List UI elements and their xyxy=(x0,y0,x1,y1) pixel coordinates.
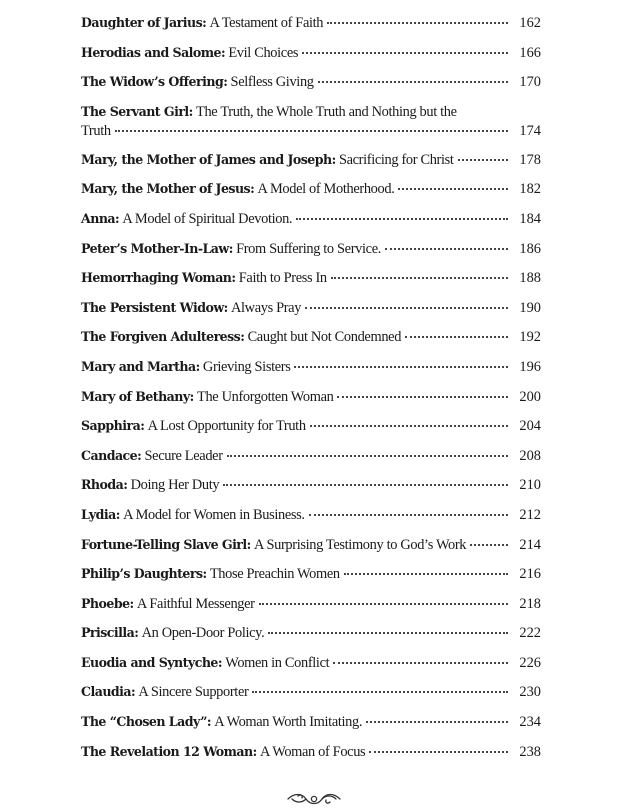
toc-entry[interactable] xyxy=(81,624,541,654)
toc-entry-subtitle: The Truth, the Whole Truth and Nothing but the xyxy=(196,103,457,120)
toc-entry-page: 204 xyxy=(519,418,541,435)
dot-leader xyxy=(344,569,508,575)
toc-entry-page: 186 xyxy=(519,240,541,257)
toc-entry-subtitle: Faith to Press In xyxy=(238,270,327,287)
toc-entry-name: Fortune-Telling Slave Girl: xyxy=(81,536,251,552)
toc-entry-page: 216 xyxy=(519,566,541,583)
dot-leader xyxy=(369,747,508,753)
toc-entry-page: 188 xyxy=(519,270,541,287)
toc-entry[interactable] xyxy=(81,210,541,240)
toc-entry-subtitle: Sacrificing for Christ xyxy=(338,151,454,168)
toc-entry-subtitle: A Sincere Supporter xyxy=(138,684,249,701)
toc-entry-subtitle: A Faithful Messenger xyxy=(136,595,255,612)
toc-entry[interactable] xyxy=(81,328,541,358)
toc-entry-name: The Forgiven Adulteress: xyxy=(81,329,245,345)
toc-entry-page: 162 xyxy=(519,15,541,31)
toc-entry-subtitle: A Lost Opportunity for Truth xyxy=(147,418,306,435)
toc-entry-name: The Revelation 12 Woman: xyxy=(81,743,257,759)
toc-entry[interactable] xyxy=(81,565,541,595)
dot-leader xyxy=(310,421,508,427)
toc-entry[interactable] xyxy=(81,506,541,536)
toc-entry[interactable] xyxy=(81,388,541,418)
dot-leader xyxy=(223,480,508,486)
toc-entry-name: Sapphira: xyxy=(81,418,145,434)
dot-leader xyxy=(405,332,508,338)
toc-entry-subtitle: Evil Choices xyxy=(228,44,299,61)
toc-entry-name: Philip’s Daughters: xyxy=(81,566,207,582)
toc-entry-name: Mary, the Mother of Jesus: xyxy=(81,181,255,197)
flourish-ornament-icon xyxy=(286,790,342,808)
toc-entry-page: 208 xyxy=(519,447,541,464)
toc-entry-subtitle: Those Preachin Women xyxy=(209,566,340,583)
toc-entry-name: Candace: xyxy=(81,447,142,463)
toc-entry-name: The Servant Girl: xyxy=(81,103,193,119)
toc-entry[interactable] xyxy=(81,358,541,388)
dot-leader xyxy=(331,273,508,279)
toc-entry-page: 200 xyxy=(519,388,541,405)
toc-entry-page: 196 xyxy=(519,358,541,375)
dot-leader xyxy=(252,687,508,693)
toc-entry-name: Herodias and Salome: xyxy=(81,44,226,60)
dot-leader xyxy=(398,184,508,190)
dot-leader xyxy=(294,362,508,368)
toc-entry[interactable] xyxy=(81,743,541,773)
toc-entry-name: Phoebe: xyxy=(81,595,134,611)
toc-entry-page: 214 xyxy=(519,536,541,553)
toc-entry-name: Mary of Bethany: xyxy=(81,388,194,404)
toc-entry[interactable] xyxy=(81,595,541,625)
dot-leader xyxy=(259,599,508,605)
toc-entry-subtitle: A Woman of Focus xyxy=(260,743,366,760)
dot-leader xyxy=(227,451,508,457)
toc-entry-name: The Persistent Widow: xyxy=(81,299,228,315)
toc-entry-page: 212 xyxy=(519,506,541,523)
dot-leader xyxy=(309,510,508,516)
toc-entry[interactable] xyxy=(81,73,541,103)
toc-entry-page: 182 xyxy=(519,181,541,198)
toc-entry-line-1 xyxy=(81,103,541,122)
dot-leader xyxy=(296,214,508,220)
toc-entry-subtitle: A Model for Women in Business. xyxy=(123,506,305,523)
toc-entry-name: Mary and Martha: xyxy=(81,358,200,374)
toc-entry-subtitle: The Unforgotten Woman xyxy=(197,388,334,405)
toc-entry-page: 234 xyxy=(519,714,541,731)
toc-entry-subtitle: Doing Her Duty xyxy=(130,477,220,494)
toc-entry[interactable] xyxy=(81,269,541,299)
dot-leader xyxy=(366,717,508,723)
toc-entry-page: 218 xyxy=(519,595,541,612)
dot-leader xyxy=(318,77,508,83)
toc-entry[interactable] xyxy=(81,180,541,210)
toc-entry-page: 238 xyxy=(519,743,541,760)
toc-entry-page: 226 xyxy=(519,654,541,671)
dot-leader xyxy=(385,244,508,250)
toc-entry[interactable] xyxy=(81,240,541,270)
toc-entry-name: Lydia: xyxy=(81,506,120,522)
toc-entry-name: Rhoda: xyxy=(81,477,128,493)
toc-entry-name: Claudia: xyxy=(81,684,136,700)
toc-entry-name: Mary, the Mother of James and Joseph: xyxy=(81,151,336,167)
toc-entry-page: 166 xyxy=(519,44,541,61)
toc-entry-subtitle: A Woman Worth Imitating. xyxy=(214,714,363,731)
dot-leader xyxy=(470,540,508,546)
toc-entry-subtitle: An Open-Door Policy. xyxy=(141,625,265,642)
toc-entry-subtitle: A Surprising Testimony to God’s Work xyxy=(253,536,467,553)
toc-entry-subtitle-continued: Truth xyxy=(81,122,111,139)
toc-entry-subtitle: A Model of Motherhood. xyxy=(257,181,395,198)
toc-entry-page: 230 xyxy=(519,684,541,701)
toc-entry-page: 210 xyxy=(519,477,541,494)
dot-leader xyxy=(458,155,508,161)
toc-entry-subtitle: From Suffering to Service. xyxy=(236,240,381,257)
toc-entry-page: 222 xyxy=(519,625,541,642)
toc-entry-subtitle: Women in Conflict xyxy=(225,654,330,671)
dot-leader xyxy=(302,48,508,54)
toc-entry-page: 184 xyxy=(519,210,541,227)
toc-entry-subtitle: Grieving Sisters xyxy=(202,358,291,375)
toc-entry-name: Hemorrhaging Woman: xyxy=(81,270,236,286)
toc-entry[interactable] xyxy=(81,14,541,44)
dot-leader xyxy=(115,126,508,132)
toc-entry[interactable] xyxy=(81,447,541,477)
toc-entry-name: Peter’s Mother-In-Law: xyxy=(81,240,233,256)
toc-entry-name: Priscilla: xyxy=(81,625,139,641)
toc-entry-name: Euodia and Syntyche: xyxy=(81,654,222,670)
toc-entry-name: The Widow’s Offering: xyxy=(81,74,228,90)
dot-leader xyxy=(333,658,508,664)
dot-leader xyxy=(305,303,508,309)
toc-entry-subtitle: Selfless Giving xyxy=(230,74,314,91)
toc-entry-name: The “Chosen Lady”: xyxy=(81,714,211,730)
dot-leader xyxy=(268,628,508,634)
toc-entry[interactable] xyxy=(81,151,541,181)
toc-entry-page: 178 xyxy=(519,151,541,168)
toc-entry[interactable] xyxy=(81,476,541,506)
toc-entry-subtitle: Always Pray xyxy=(230,299,302,316)
toc-entry-name: Daughter of Jarius: xyxy=(81,15,207,30)
toc-entry[interactable] xyxy=(81,103,541,151)
toc-entry-line-2 xyxy=(81,122,541,140)
toc-entry[interactable] xyxy=(81,683,541,713)
toc-entry-page: 170 xyxy=(519,74,541,91)
toc-entry-subtitle: Secure Leader xyxy=(144,447,223,464)
toc-entry[interactable] xyxy=(81,654,541,684)
toc-entry-name: Anna: xyxy=(81,210,120,226)
toc-entry[interactable] xyxy=(81,417,541,447)
toc-entry[interactable] xyxy=(81,713,541,743)
dot-leader xyxy=(327,18,508,24)
toc-entry-page: 190 xyxy=(519,299,541,316)
toc-entry-page: 192 xyxy=(519,329,541,346)
dot-leader xyxy=(337,392,508,398)
toc-entry-page: 174 xyxy=(519,122,541,139)
toc-entry[interactable] xyxy=(81,299,541,329)
toc-entry[interactable] xyxy=(81,536,541,566)
table-of-contents xyxy=(81,14,541,772)
toc-entry-subtitle: A Testament of Faith xyxy=(209,15,324,31)
toc-entry-subtitle: A Model of Spiritual Devotion. xyxy=(122,210,293,227)
toc-entry-subtitle: Caught but Not Condemned xyxy=(247,329,402,346)
toc-entry[interactable] xyxy=(81,44,541,74)
